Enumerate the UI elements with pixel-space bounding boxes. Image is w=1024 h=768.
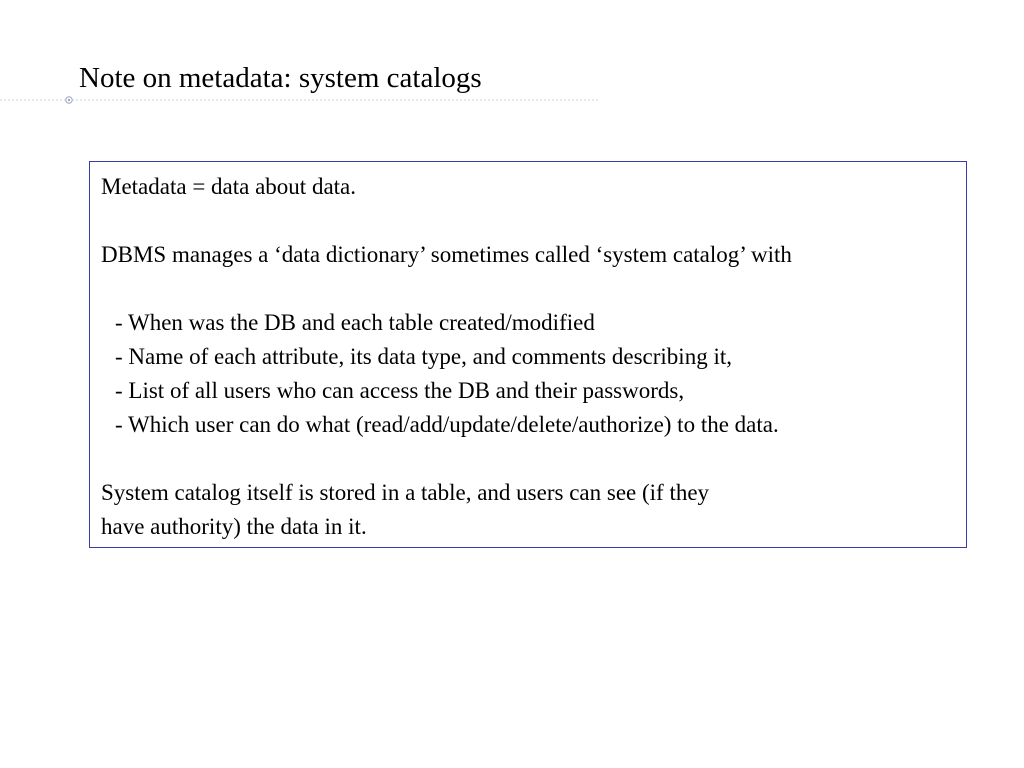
list-item: - List of all users who can access the DB and their passwords, [115,378,685,403]
definition-text: Metadata = data about data. [101,174,356,199]
content-box [89,161,967,548]
blank-line [101,204,966,238]
slide-title: Note on metadata: system catalogs [79,62,482,94]
blank-line [101,272,966,306]
title-divider [0,96,600,104]
conclusion-text-line1: System catalog itself is stored in a table, and users can see (if they [101,480,710,505]
blank-line [101,442,966,476]
intro-text: DBMS manages a ‘data dictionary’ sometimes called ‘system catalog’ with [101,242,792,267]
list-item: - Name of each attribute, its data type, and comments describing it, [115,344,732,369]
list-item: - When was the DB and each table created/modified [115,310,595,335]
conclusion-text-line2: have authority) the data in it. [101,514,367,539]
list-item: - Which user can do what (read/add/update/delete/authorize) to the data. [115,412,779,437]
divider-ornament-icon [66,97,72,103]
